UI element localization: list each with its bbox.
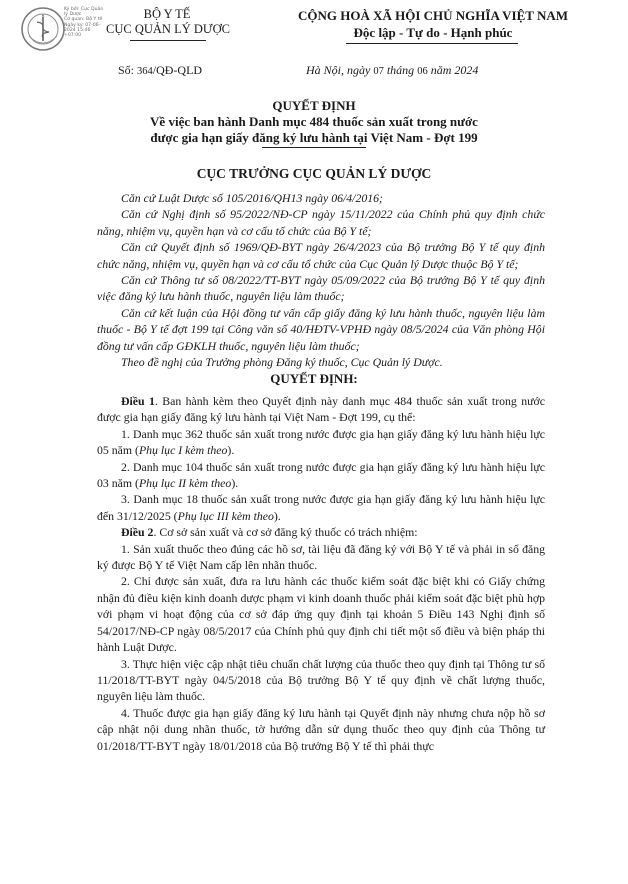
issuing-authority: CỤC TRƯỞNG CỤC QUẢN LÝ DƯỢC — [196, 166, 432, 181]
article-2-intro: Điều 2. Cơ sở sản xuất và cơ sở đăng ký thuốc có trách nhiệm: — [121, 525, 418, 540]
article-1-item: 1. Danh mục 362 thuốc sản xuất trong nước được gia hạn giấy đăng ký lưu hành hiệu lực 05 năm (Phụ lục I kèm theo). — [97, 426, 545, 458]
subject-underline — [262, 147, 366, 148]
preamble-item: Căn cứ Luật Dược số 105/2016/QH13 ngày 06/4/2016; — [121, 191, 383, 205]
national-title: CỘNG HOÀ XÃ HỘI CHỦ NGHĨA VIỆT NAM — [297, 8, 569, 23]
preamble-item: Căn cứ Quyết định số 1969/QĐ-BYT ngày 26/4/2023 của Bộ trưởng Bộ Y tế quy định chức năng, nhiệm vụ, quyền hạn và cơ cấu tổ chức của Cục Quản lý Dược thuộc Bộ Y tế; — [97, 240, 545, 271]
preamble-item: Căn cứ Thông tư số 08/2022/TT-BYT ngày 05/09/2022 của Bộ trưởng Bộ Y tế quy định việc đăng ký lưu hành thuốc, nguyên liệu làm thuốc; — [97, 273, 545, 304]
agency-underline — [130, 40, 206, 41]
motto-underline — [346, 43, 518, 44]
article-2-item: 3. Thực hiện việc cập nhật tiêu chuẩn chất lượng của thuốc theo quy định tại Thông tư số 11/2018/TT-BYT ngày 04/5/2018 của Bộ trưởng Bộ Y tế quy định về chất lượng thuốc, nguyên liệu làm thuốc. — [97, 656, 545, 704]
national-motto: Độc lập - Tự do - Hạnh phúc — [353, 25, 513, 40]
articles — [97, 393, 545, 754]
subject-line-1: Về việc ban hành Danh mục 484 thuốc sản xuất trong nước — [150, 114, 478, 129]
preamble — [97, 190, 545, 370]
document-date: Hà Nội, ngày 07 tháng 06 năm 2024 — [306, 63, 479, 77]
document-number: Số: 364/QĐ-QLD — [118, 63, 203, 77]
article-2-item: 4. Thuốc được gia hạn giấy đăng ký lưu hành tại Quyết định này nhưng chưa nộp hồ sơ cập nhật nội dung nhãn thuốc, tờ hướng dẫn sử dụng thuốc theo quy định của Thông tư 01/2018/TT-BYT ngày 18/01/2018 của Bộ trưởng Bộ Y tế thì phải thực — [97, 705, 545, 753]
preamble-item: Căn cứ Nghị định số 95/2022/NĐ-CP ngày 15/11/2022 của Chính phủ quy định chức năng, nhiệm vụ, quyền hạn và cơ cấu tổ chức của Bộ Y tế; — [97, 207, 545, 238]
agency-name: CỤC QUẢN LÝ DƯỢC — [106, 22, 230, 36]
preamble-item: Theo đề nghị của Trưởng phòng Đăng ký thuốc, Cục Quản lý Dược. — [121, 355, 443, 370]
article-1-item: 2. Danh mục 104 thuốc sản xuất trong nước được gia hạn giấy đăng ký lưu hành hiệu lực 03 năm (Phụ lục II kèm theo). — [97, 459, 545, 491]
digital-signature-stamp: Ký bởi: Cục Quản lý Dược Cơ quan: Bộ Y tế Ngày ký: 07-06- 2024 15:46 +07:00 — [64, 7, 104, 39]
ministry-seal-icon — [20, 6, 66, 52]
article-2-item: 1. Sản xuất thuốc theo đúng các hồ sơ, tài liệu đã đăng ký với Bộ Y tế và phải in số đăng ký được Bộ Y tế Việt Nam cấp lên nhãn thuốc. — [97, 541, 545, 573]
decision-heading: QUYẾT ĐỊNH: — [270, 371, 358, 386]
document-type-heading: QUYẾT ĐỊNH — [272, 98, 356, 113]
preamble-item: Căn cứ kết luận của Hội đồng tư vấn cấp giấy đăng ký lưu hành thuốc, nguyên liệu làm thuốc - Bộ Y tế đợt 199 tại Công văn số 40/HĐTV-VPHĐ ngày 08/5/2024 của Văn phòng Hội đồng tư vấn cấp GĐKLH thuốc, nguyên liệu làm thuốc; — [97, 305, 545, 353]
subject-line-2: được gia hạn giấy đăng ký lưu hành tại Việt Nam - Đợt 199 — [150, 130, 478, 145]
article-1-item: 3. Danh mục 18 thuốc sản xuất trong nước được gia hạn giấy đăng ký lưu hành hiệu lực đến 31/12/2025 (Phụ lục III kèm theo). — [97, 492, 545, 523]
article-2-item: 2. Chỉ được sản xuất, đưa ra lưu hành các thuốc kiểm soát đặc biệt khi có Giấy chứng nhận đủ điều kiện kinh doanh dược phạm vi kinh doanh thuốc phải kiểm soát đặc biệt phù hợp với phạm vi hoạt động của cơ sở đáp ứng quy định tại khoản 5 Điều 143 Nghị định số 54/2017/NĐ-CP ngày 08/5/2017 của Chính phủ quy định chi tiết một số điều và biện pháp thi hành Luật Dược. — [97, 574, 545, 655]
ministry-name: BỘ Y TẾ — [143, 7, 191, 21]
article-1-intro: Điều 1. Ban hành kèm theo Quyết định này danh mục 484 thuốc sản xuất trong nước được gia hạn giấy đăng ký lưu hành tại Việt Nam - Đợt 199, cụ thể: — [97, 394, 545, 425]
